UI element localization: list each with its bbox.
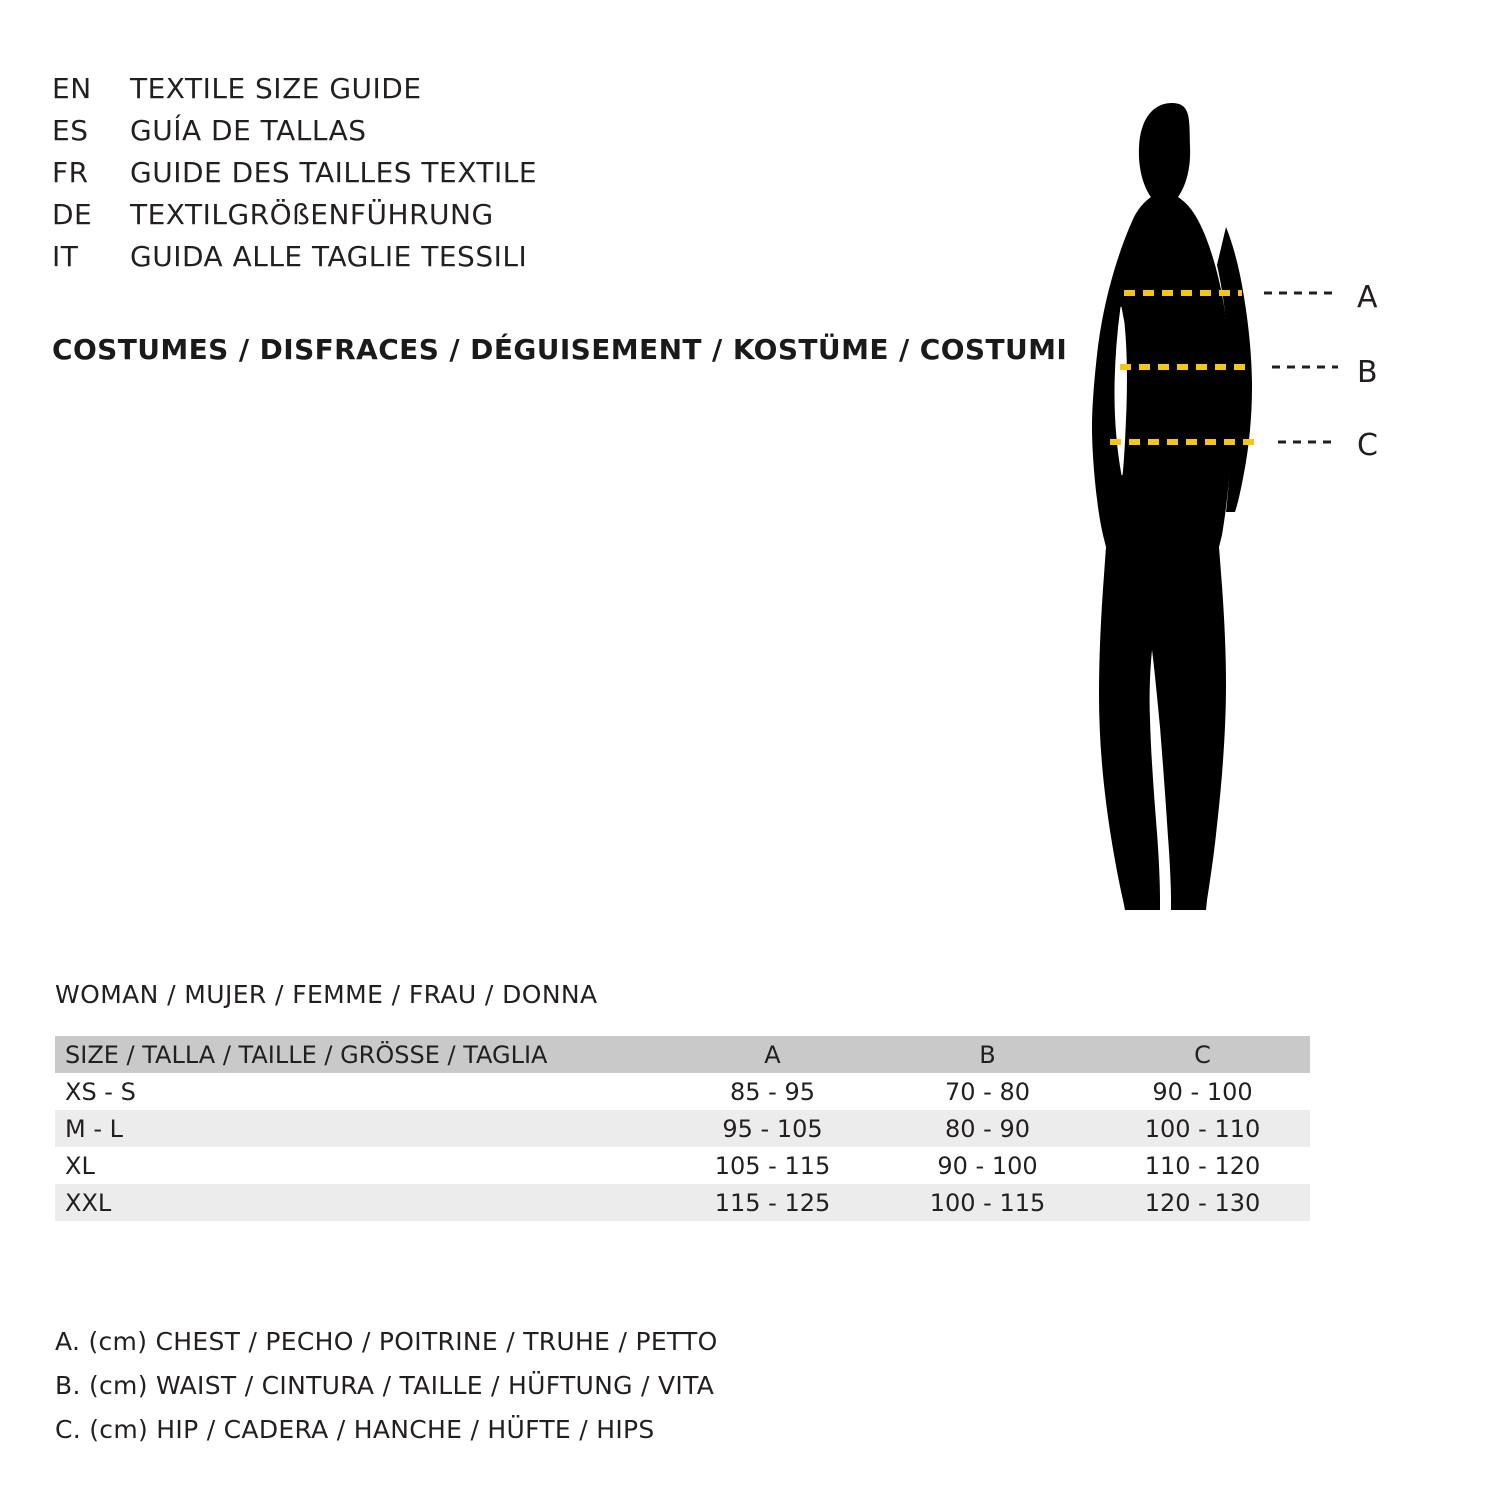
table-cell-size: XS - S [65,1077,136,1106]
language-text: GUIDA ALLE TAGLIE TESSILI [130,240,528,273]
table-cell-size: M - L [65,1114,123,1143]
table-cell-c: 100 - 110 [1144,1114,1261,1143]
table-section-title: WOMAN / MUJER / FEMME / FRAU / DONNA [55,980,598,1009]
table-row [55,1184,1310,1221]
table-cell-b: 90 - 100 [937,1151,1038,1180]
language-row [52,198,752,240]
table-cell-c: 110 - 120 [1144,1151,1261,1180]
table-header-c: C [1194,1040,1211,1069]
language-text: GUÍA DE TALLAS [130,114,367,147]
language-text: TEXTILGRÖßENFÜHRUNG [130,198,494,231]
table-cell-a: 115 - 125 [714,1188,831,1217]
language-row [52,72,752,114]
measure-label-a: A [1357,280,1378,315]
language-code: FR [52,156,89,189]
woman-silhouette-icon [1020,55,1480,945]
measure-label-c: C [1357,428,1378,463]
table-cell-a: 95 - 105 [722,1114,823,1143]
language-row [52,156,752,198]
table-row [55,1147,1310,1184]
language-code: IT [52,240,79,273]
legend-line-a: A. (cm) CHEST / PECHO / POITRINE / TRUHE / PETTO [55,1327,718,1356]
table-cell-b: 80 - 90 [945,1114,1030,1143]
table-header-row [55,1036,1310,1073]
legend-line-c: C. (cm) HIP / CADERA / HANCHE / HÜFTE / HIPS [55,1415,655,1444]
table-cell-c: 120 - 130 [1144,1188,1261,1217]
language-code: EN [52,72,92,105]
language-text: TEXTILE SIZE GUIDE [130,72,422,105]
table-cell-a: 105 - 115 [714,1151,831,1180]
table-cell-b: 70 - 80 [945,1077,1030,1106]
table-header-a: A [764,1040,781,1069]
table-cell-c: 90 - 100 [1152,1077,1253,1106]
table-cell-size: XXL [65,1188,112,1217]
table-cell-a: 85 - 95 [730,1077,815,1106]
language-row [52,114,752,156]
language-row [52,240,752,282]
table-cell-size: XL [65,1151,95,1180]
costumes-subtitle: COSTUMES / DISFRACES / DÉGUISEMENT / KOSTÜME / COSTUMI [52,333,1068,366]
figure-area [1020,55,1480,945]
table-header-size: SIZE / TALLA / TAILLE / GRÖSSE / TAGLIA [65,1040,548,1069]
measure-label-b: B [1357,355,1378,390]
table-row [55,1073,1310,1110]
language-code: ES [52,114,89,147]
language-header-block [52,72,752,282]
size-table [55,1036,1310,1221]
table-row [55,1110,1310,1147]
measurement-legend [55,1320,718,1452]
table-cell-b: 100 - 115 [929,1188,1046,1217]
language-code: DE [52,198,93,231]
legend-line-b: B. (cm) WAIST / CINTURA / TAILLE / HÜFTUNG / VITA [55,1371,715,1400]
language-text: GUIDE DES TAILLES TEXTILE [130,156,538,189]
table-header-b: B [979,1040,996,1069]
